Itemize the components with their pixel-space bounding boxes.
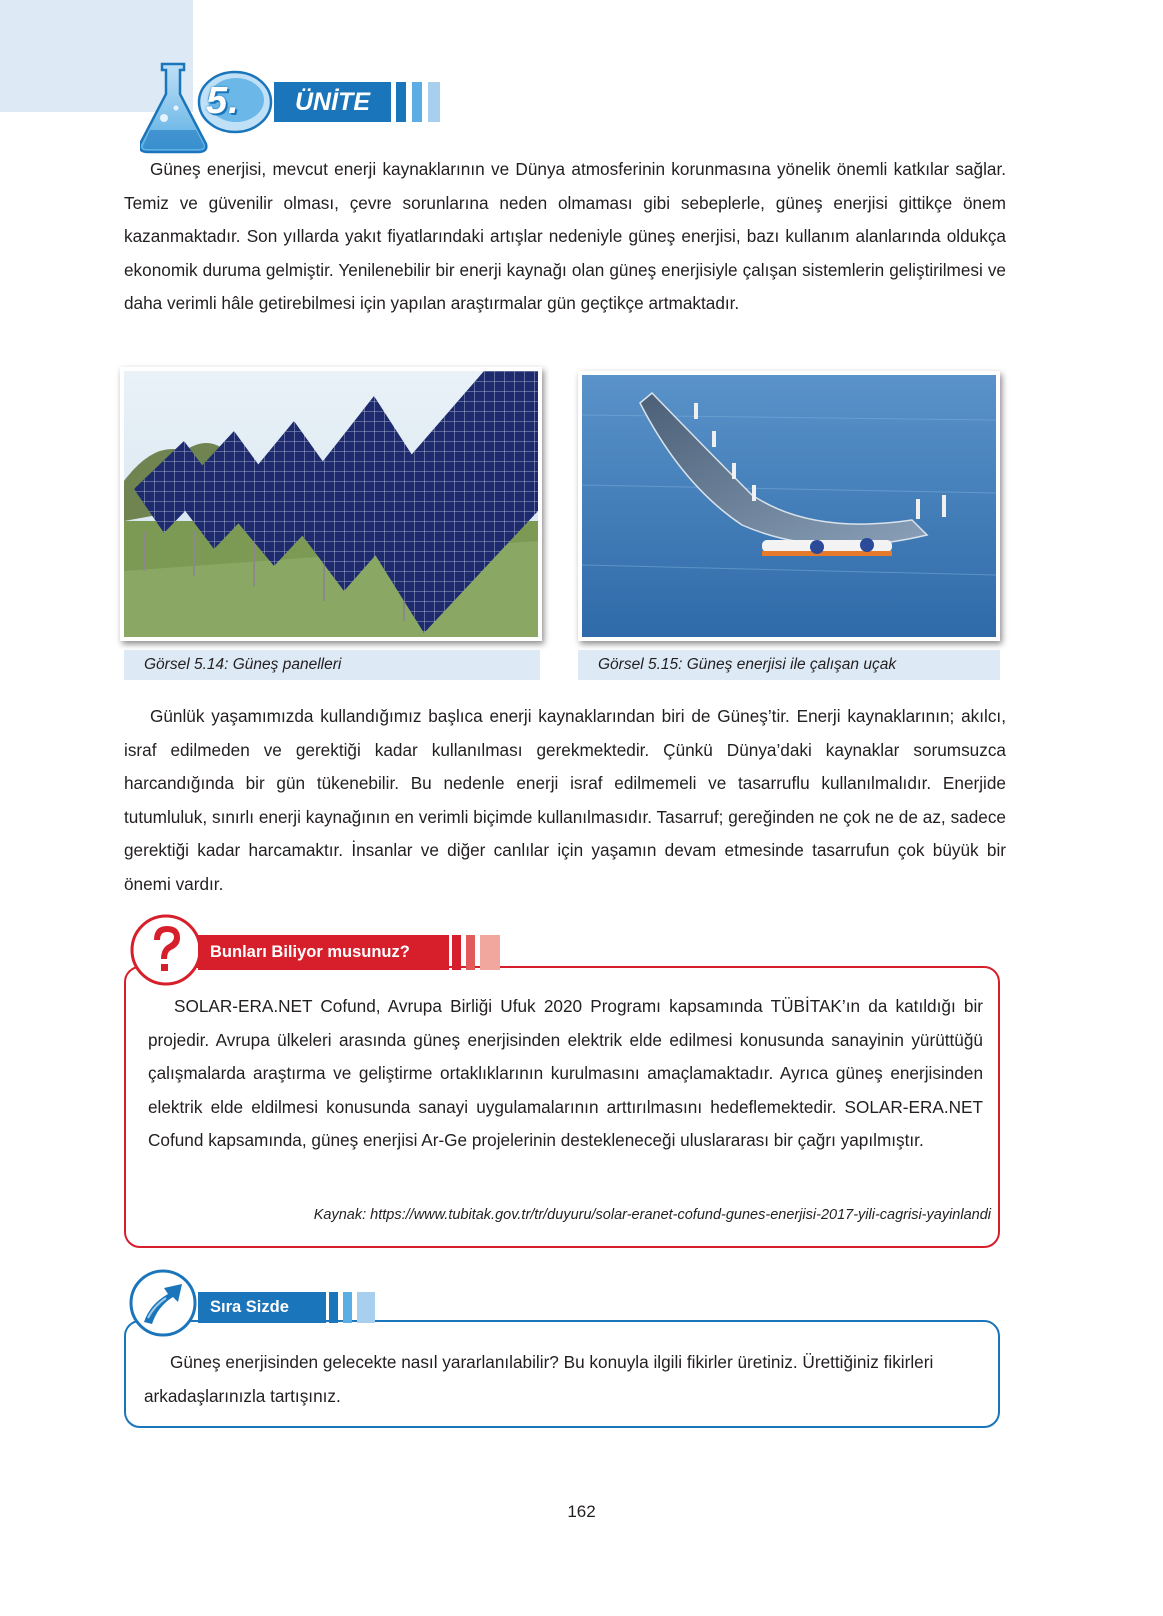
title-stripe — [452, 935, 461, 970]
title-stripe — [480, 935, 500, 970]
title-stripe — [343, 1292, 352, 1323]
title-stripe — [466, 935, 475, 970]
your-turn-text: Güneş enerjisinden gelecekte nasıl yararlanılabilir? Bu konuyla ilgili fikirler üretiniz. Ürettiğiniz fikirleri arkadaşlarınızla tartışınız. — [144, 1352, 934, 1406]
body-paragraph: Günlük yaşamımızda kullandığımız başlıca enerji kaynaklarından biri de Güneş’tir. Enerji kaynaklarının; akılcı, israf edilmeden ve gerektiği kadar kullanılması gerekmektedir. Çünkü Dünya’daki kaynaklar sorumsuzca harcandığında bir gün tükenebilir. Bu nedenle enerji israf edilmemeli ve tasarruflu kullanılmalıdır. Enerjide tutumluluk, sınırlı enerji kaynağının en verimli biçimde kullanılmasıdır. Tasarruf; gereğinden ne çok ne de az, sadece gerektiği kadar harcamaktır. İnsanlar ve diğer canlılar için yaşamın devam etmesinde tasarrufun çok büyük bir önemi vardır. — [124, 706, 1006, 894]
unit-label: ÜNİTE — [274, 82, 391, 122]
unit-stripe — [412, 82, 422, 122]
title-stripe — [329, 1292, 338, 1323]
did-you-know-text: SOLAR-ERA.NET Cofund, Avrupa Birliği Ufuk 2020 Programı kapsamında TÜBİTAK’ın da katıldığı bir projedir. Avrupa ülkeleri arasında güneş enerjisinden elektrik elde edilmesi konusunda sanayinin yürüttüğü çalışmalarda araştırma ve geliştirme ortaklıklarının kurulmasını amaçlamaktadır. Ayrıca güneş enerjisinden elektrik elde eldilmesi konusunda sanayi uygulamalarının arttırılmasını hedeflemektedir. SOLAR-ERA.NET Cofund kapsamında, güneş enerjisi Ar-Ge projelerinin destekleneceği uluslararası bir çağrı yapılmıştır. — [148, 996, 983, 1150]
title-stripe — [357, 1292, 375, 1323]
caption-solar-plane: Görsel 5.15: Güneş enerjisi ile çalışan uçak — [578, 650, 1000, 680]
question-mark-icon — [128, 912, 204, 988]
page-number: 162 — [567, 1502, 596, 1521]
source-citation: Kaynak: https://www.tubitak.gov.tr/tr/duyuru/solar-eranet-cofund-gunes-enerjisi-2017-yili-cagrisi-yayinlandi — [313, 1207, 991, 1223]
figure-solar-panels — [120, 367, 542, 641]
arrow-up-right-icon — [128, 1268, 198, 1338]
solar-panels-image — [124, 371, 538, 637]
intro-paragraph: Güneş enerjisi, mevcut enerji kaynaklarının ve Dünya atmosferinin korunmasına yönelik önemli katkılar sağlar. Temiz ve güvenilir olması, çevre sorunlarına neden olmaması gibi sebeplerle, güneş enerjisi gittikçe önem kazanmaktadır. Son yıllarda yakıt fiyatlarındaki artışlar nedeniyle güneş enerjisi, bazı kullanım alanlarında oldukça ekonomik duruma gelmiştir. Yenilenebilir bir enerji kaynağı olan güneş enerjisiyle çalışan sistemlerin geliştirilmesi ve daha verimli hâle getirebilmesi için yapılan araştırmalar gün geçtikçe artmaktadır. — [124, 159, 1006, 313]
your-turn-title: Sıra Sizde — [198, 1292, 326, 1323]
unit-number: 5. — [206, 80, 240, 122]
unit-header — [140, 60, 460, 155]
did-you-know-title: Bunları Biliyor musunuz? — [198, 935, 449, 970]
caption-solar-panels: Görsel 5.14: Güneş panelleri — [124, 650, 540, 680]
unit-stripe — [428, 82, 440, 122]
unit-stripe — [396, 82, 406, 122]
solar-plane-image — [582, 375, 996, 637]
figure-solar-plane — [578, 371, 1000, 641]
